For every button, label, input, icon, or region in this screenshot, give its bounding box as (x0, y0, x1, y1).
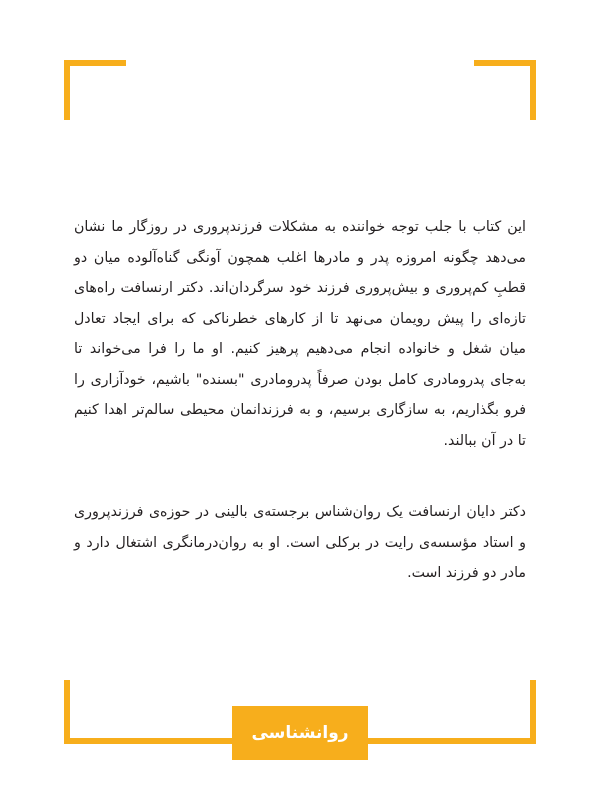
author-bio-paragraph: دکتر دایان ارنسافت یک روان‌شناس برجسته‌ی بالینی در حوزه‌ی فرزندپروری و استاد مؤسسه‌ی رایت در برکلی است. او به روان‌درمانگری اشتغال دارد و مادر دو فرزند است. (74, 504, 526, 581)
description-paragraph: این کتاب با جلب توجه خواننده به مشکلات فرزندپروری در روزگار ما نشان می‌دهد چگونه امروزه پدر و مادرها اغلب همچون آونگی گناه‌آلوده میان دو قطبِ کم‌پروری و بیش‌پروری فرزند خود سرگردان‌اند. دکتر ارنسافت راه‌های تازه‌ای را پیش رویمان می‌نهد تا از کارهای خطرناکی که برای ایجاد تعادل میان شغل و خانواده انجام می‌دهیم پرهیز کنیم. او ما را فرا می‌خواند تا به‌جای پدرومادری کامل بودن صرفاً پدرومادری "بسنده" باشیم، خودآزاری را فرو بگذاریم، به سازگاری برسیم، و به فرزندانمان محیطی سالم‌تر اهدا کنیم تا در آن ببالند. (74, 219, 526, 449)
category-label: روانشناسی (251, 723, 349, 743)
top-left-frame-corner (64, 60, 126, 120)
category-badge (232, 706, 368, 760)
top-right-frame-corner (474, 60, 536, 120)
